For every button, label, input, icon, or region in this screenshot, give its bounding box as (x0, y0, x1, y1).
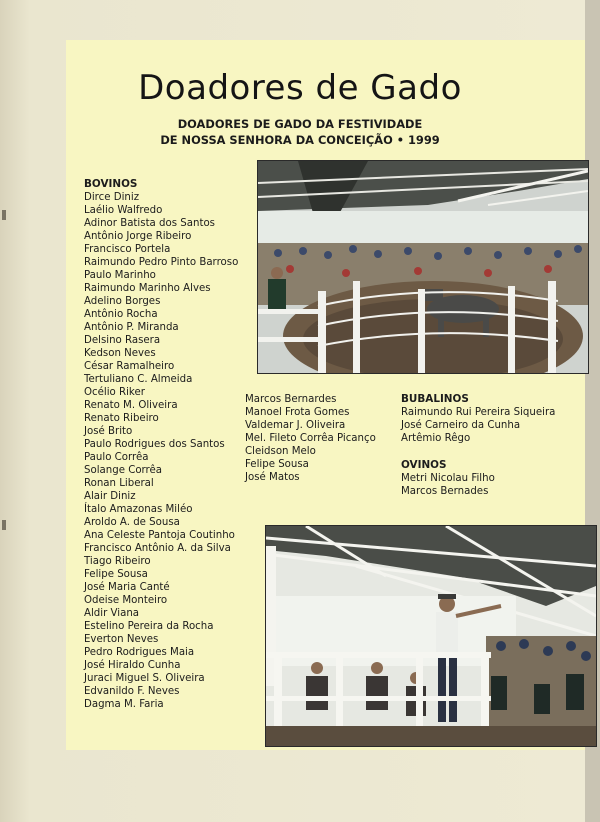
subtitle-line-2: DE NOSSA SENHORA DA CONCEIÇÃO • 1999 (160, 133, 440, 147)
donor-name: Estelino Pereira da Rocha (84, 621, 214, 632)
bovinos-list-continued (245, 393, 376, 484)
donor-name: Raimundo Rui Pereira Siqueira (401, 407, 556, 418)
donor-name: Odeise Monteiro (84, 595, 168, 606)
donor-name: Aldir Viana (84, 608, 140, 619)
donor-name: Dagma M. Faria (84, 699, 164, 710)
donor-name: Francisco Antônio A. da Silva (84, 543, 231, 554)
donor-name: Tertuliano C. Almeida (84, 374, 193, 385)
donor-name: Everton Neves (84, 634, 159, 645)
donor-name: Paulo Rodrigues dos Santos (84, 439, 225, 450)
donor-name: Metri Nicolau Filho (401, 473, 495, 484)
donor-name: Paulo Corrêa (84, 452, 149, 463)
arena-illustration (258, 161, 588, 373)
donor-name: Raimundo Marinho Alves (84, 283, 211, 294)
donor-name: Antônio P. Miranda (84, 322, 179, 333)
donor-name: Juraci Miguel S. Oliveira (84, 673, 205, 684)
donor-name: Edvanildo F. Neves (84, 686, 180, 697)
bovinos-heading: BOVINOS (84, 178, 138, 190)
binding-mark (2, 210, 6, 220)
donor-name: Ítalo Amazonas Miléo (84, 504, 193, 515)
auctioneer-stand-photo (265, 525, 597, 747)
auction-illustration (266, 526, 596, 746)
donor-name: Renato Ribeiro (84, 413, 159, 424)
donor-name: Antônio Rocha (84, 309, 158, 320)
donor-name: Felipe Sousa (245, 459, 309, 470)
donor-name: Solange Corrêa (84, 465, 163, 476)
donor-name: Valdemar J. Oliveira (245, 420, 346, 431)
ovinos-heading: OVINOS (401, 459, 447, 471)
donor-name: Alair Diniz (84, 491, 136, 502)
donor-name: Manoel Frota Gomes (245, 407, 350, 418)
donor-name: Pedro Rodrigues Maia (84, 647, 195, 658)
donor-name: José Brito (84, 426, 133, 437)
donor-name: Mel. Fileto Corrêa Picanço (245, 433, 376, 444)
page-subtitle (66, 116, 534, 148)
donor-name: Felipe Sousa (84, 569, 148, 580)
donor-name: Tiago Ribeiro (84, 556, 151, 567)
donor-name: José Hiraldo Cunha (84, 660, 181, 671)
donor-name: Renato M. Oliveira (84, 400, 178, 411)
donor-name: César Ramalheiro (84, 361, 175, 372)
donor-name: Artêmio Rêgo (401, 433, 471, 444)
cattle-auction-arena-photo (257, 160, 589, 374)
donor-name: Marcos Bernardes (245, 394, 337, 405)
donor-name: José Carneiro da Cunha (401, 420, 521, 431)
bubalinos-heading: BUBALINOS (401, 393, 469, 405)
donor-name: Paulo Marinho (84, 270, 156, 281)
donor-name: Antônio Jorge Ribeiro (84, 231, 192, 242)
donor-name: Aroldo A. de Sousa (84, 517, 180, 528)
donor-name: Cleidson Melo (245, 446, 316, 457)
page-title: Doadores de Gado (138, 68, 462, 108)
donor-name: Delsino Rasera (84, 335, 161, 346)
donor-name: Ronan Liberal (84, 478, 154, 489)
donor-name: Laélio Walfredo (84, 205, 163, 216)
donor-name: José Maria Canté (84, 582, 170, 593)
donor-name: Adelino Borges (84, 296, 161, 307)
donor-name: Francisco Portela (84, 244, 171, 255)
donor-name: Marcos Bernades (401, 486, 489, 497)
subtitle-line-1: DOADORES DE GADO DA FESTIVIDADE (177, 117, 423, 131)
bovinos-list (84, 178, 238, 711)
donor-name: Adinor Batista dos Santos (84, 218, 215, 229)
section-spacer (401, 445, 555, 459)
donor-name: Océlio Riker (84, 387, 145, 398)
donor-name: Ana Celeste Pantoja Coutinho (84, 530, 235, 541)
donor-name: Dirce Diniz (84, 192, 140, 203)
bubalinos-ovinos-list (401, 393, 555, 498)
binding-mark (2, 520, 6, 530)
donor-name: Kedson Neves (84, 348, 156, 359)
donor-name: José Matos (245, 472, 300, 483)
donor-name: Raimundo Pedro Pinto Barroso (84, 257, 239, 268)
